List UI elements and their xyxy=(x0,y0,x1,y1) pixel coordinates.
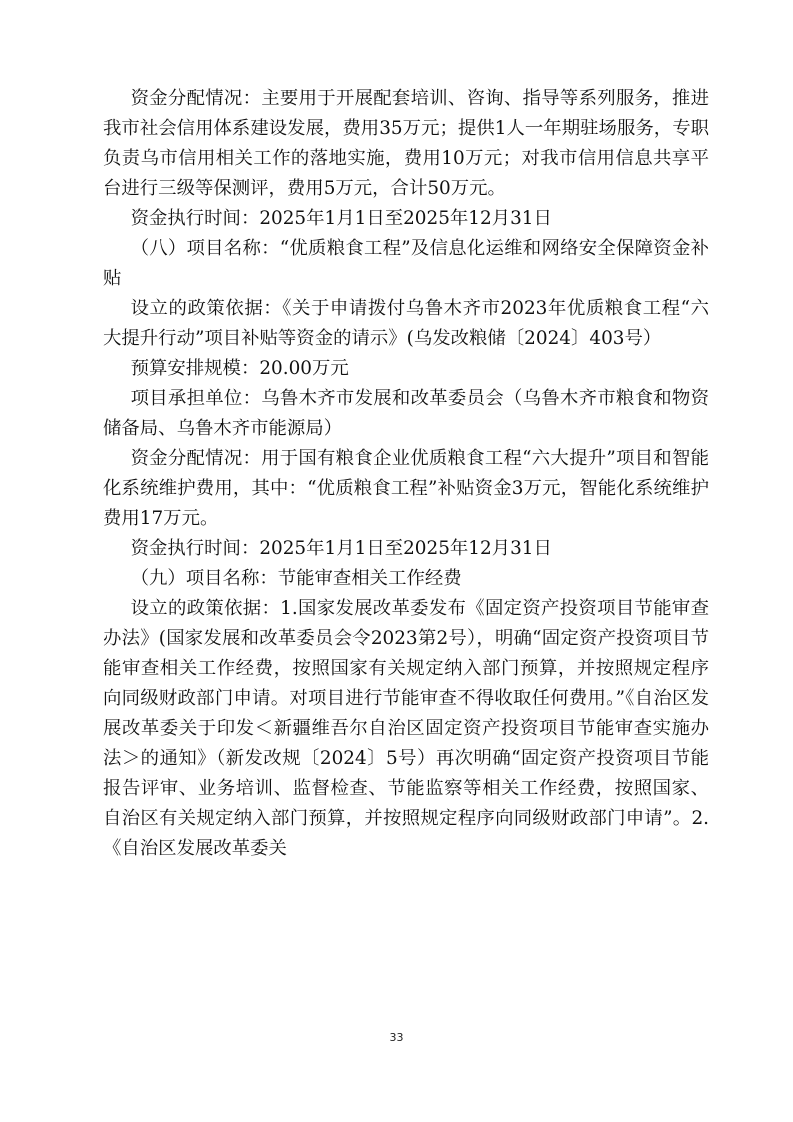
document-body xyxy=(103,84,709,864)
paragraph-project-8-title: （八）项目名称：“优质粮食工程”及信息化运维和网络安全保障资金补贴 xyxy=(103,238,709,289)
paragraph-policy-basis-9: 设立的政策依据：1.国家发展改革委发布《固定资产投资项目节能审查办法》(国家发展和改革委员会令2023第2号），明确“固定资产投资项目节能审查相关工作经费，按照国家有关规定纳入部门预算，并按照规定程序向同级财政部门申请。对项目进行节能审查不得收取任何费用。”《自治区发展改革委关于印发＜新疆维吾尔自治区固定资产投资项目节能审查实施办法＞的通知》（新发改规〔2024〕5号）再次明确“固定资产投资项目节能报告评审、业务培训、监督检查、节能监察等相关工作经费，按照国家、自治区有关规定纳入部门预算，并按照规定程序向同级财政部门申请”。2.《自治区发展改革委关 xyxy=(103,598,709,859)
paragraph-fund-allocation-8: 资金分配情况：用于国有粮食企业优质粮食工程“六大提升”项目和智能化系统维护费用，其中：“优质粮食工程”补贴资金3万元，智能化系统维护费用17万元。 xyxy=(103,448,709,529)
paragraph-fund-allocation-credit: 资金分配情况：主要用于开展配套培训、咨询、指导等系列服务，推进我市社会信用体系建设发展，费用35万元；提供1人一年期驻场服务，专职负责乌市信用相关工作的落地实施，费用10万元；对我市信用信息共享平台进行三级等保测评，费用5万元，合计50万元。 xyxy=(103,88,709,199)
paragraph-budget-scale-8: 预算安排规模：20.00万元 xyxy=(130,358,349,379)
paragraph-execution-time-1: 资金执行时间：2025年1月1日至2025年12月31日 xyxy=(130,208,552,229)
paragraph-responsible-unit-8: 项目承担单位：乌鲁木齐市发展和改革委员会（乌鲁木齐市粮食和物资储备局、乌鲁木齐市能源局） xyxy=(103,388,709,439)
page-number: 33 xyxy=(389,1031,404,1044)
paragraph-project-9-title: （九）项目名称：节能审查相关工作经费 xyxy=(130,568,462,589)
paragraph-policy-basis-8: 设立的政策依据：《关于申请拨付乌鲁木齐市2023年优质粮食工程“六大提升行动”项目补贴等资金的请示》(乌发改粮储〔2024〕403号） xyxy=(103,298,709,349)
paragraph-execution-time-8: 资金执行时间：2025年1月1日至2025年12月31日 xyxy=(130,538,552,559)
